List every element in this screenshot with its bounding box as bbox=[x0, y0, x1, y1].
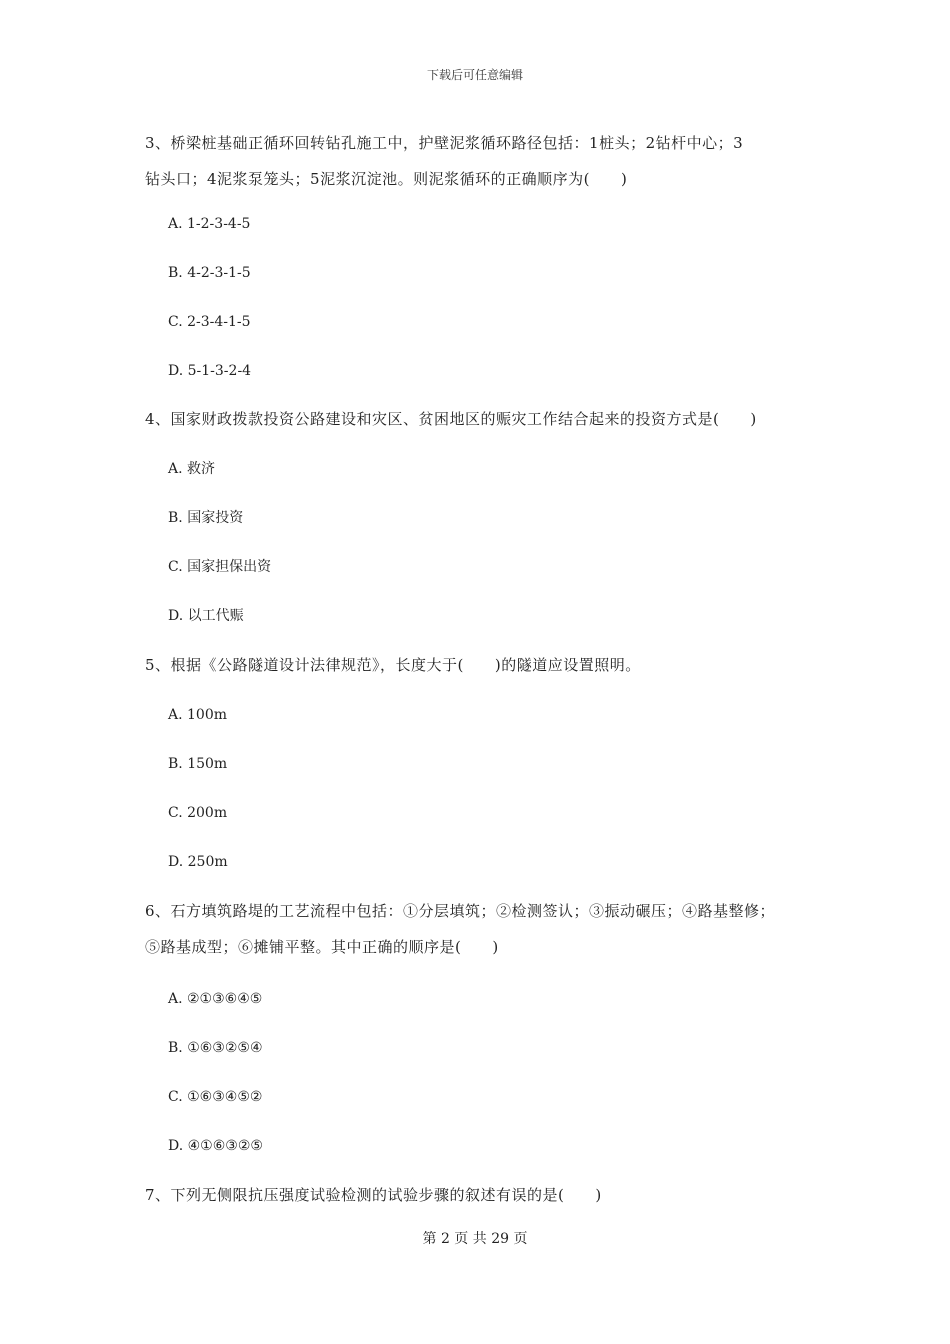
question-text-line: 4、国家财政拨款投资公路建设和灾区、贫困地区的赈灾工作结合起来的投资方式是( ) bbox=[145, 410, 757, 428]
option-c: C. ①⑥③④⑤② bbox=[168, 1089, 263, 1105]
option-d: D. 250m bbox=[168, 854, 228, 870]
option-c: C. 2-3-4-1-5 bbox=[168, 314, 251, 330]
page-footer: 第 2 页 共 29 页 bbox=[422, 1231, 528, 1247]
question-3 bbox=[145, 125, 815, 197]
question-text-line: 5、根据《公路隧道设计法律规范》，长度大于( )的隧道应设置照明。 bbox=[145, 656, 641, 674]
option-c: C. 国家担保出资 bbox=[168, 559, 272, 575]
question-text-line: 6、石方填筑路堤的工艺流程中包括：①分层填筑；②检测签认；③振动碾压；④路基整修； bbox=[145, 902, 776, 920]
question-5 bbox=[145, 647, 815, 683]
option-c: C. 200m bbox=[168, 805, 228, 821]
option-d: D. ④①⑥③②⑤ bbox=[168, 1138, 263, 1154]
question-text-line: 3、桥梁桩基础正循环回转钻孔施工中，护壁泥浆循环路径包括：1桩头；2钻杆中心；3 bbox=[145, 134, 744, 152]
option-a: A. 救济 bbox=[168, 461, 216, 477]
question-7 bbox=[145, 1177, 815, 1213]
option-b: B. 4-2-3-1-5 bbox=[168, 265, 251, 281]
option-d: D. 以工代赈 bbox=[168, 608, 244, 624]
question-text-line: 7、下列无侧限抗压强度试验检测的试验步骤的叙述有误的是( ) bbox=[145, 1186, 602, 1204]
question-6 bbox=[145, 893, 815, 965]
option-a: A. 1-2-3-4-5 bbox=[168, 216, 251, 232]
option-b: B. 国家投资 bbox=[168, 510, 244, 526]
question-text-line: 钻头口；4泥浆泵笼头；5泥浆沉淀池。则泥浆循环的正确顺序为( ) bbox=[145, 170, 628, 188]
question-text-line: ⑤路基成型；⑥摊铺平整。其中正确的顺序是( ) bbox=[145, 938, 499, 956]
option-b: B. ①⑥③②⑤④ bbox=[168, 1040, 263, 1056]
option-d: D. 5-1-3-2-4 bbox=[168, 363, 252, 379]
option-a: A. ②①③⑥④⑤ bbox=[168, 991, 263, 1007]
page-header: 下载后可任意编辑 bbox=[426, 68, 523, 82]
option-b: B. 150m bbox=[168, 756, 228, 772]
question-4 bbox=[145, 401, 815, 437]
option-a: A. 100m bbox=[168, 707, 228, 723]
